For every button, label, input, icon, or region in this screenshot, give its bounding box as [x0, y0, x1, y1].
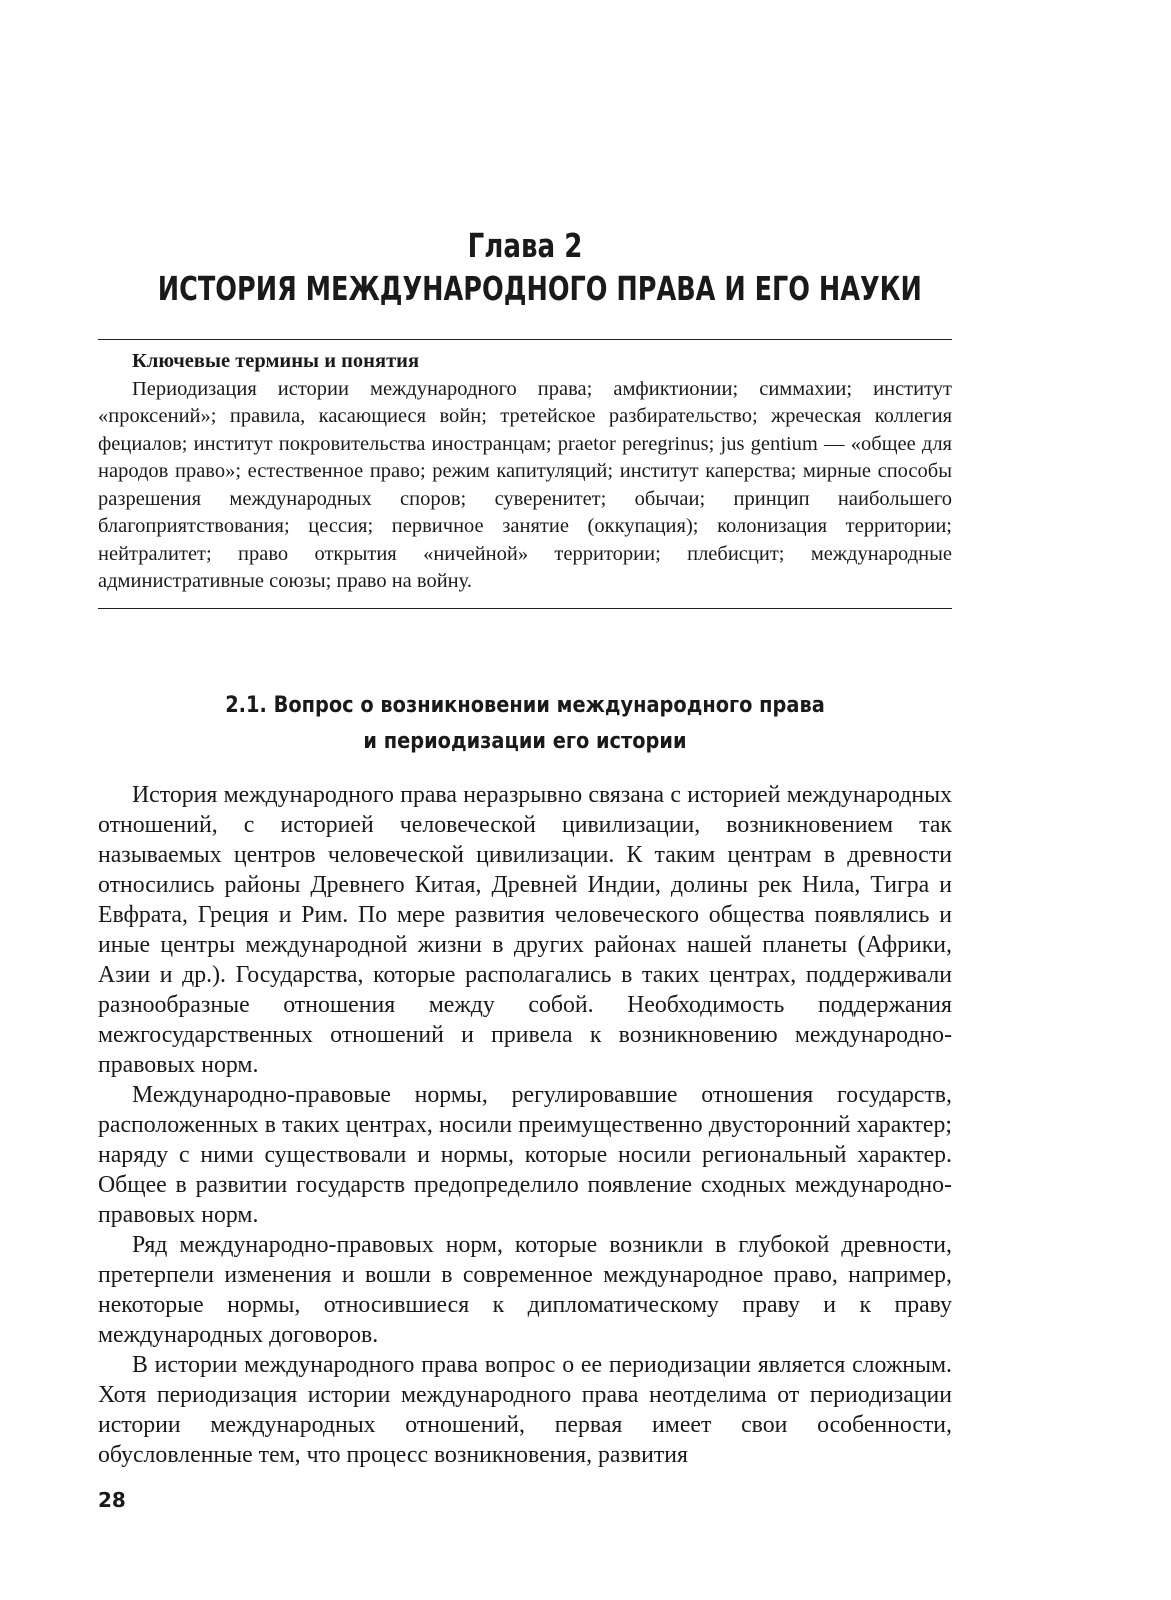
paragraph: В истории международного права вопрос о ее периодизации является сложным. Хотя периодизация истории международного права неотделима от периодизации истории международных отношений, первая имеет свои особенности, обусловленные тем, что процесс возникновения, развития	[98, 1352, 952, 1468]
paragraph: История международного права неразрывно связана с историей международных отношений, с историей человеческой цивилизации, возникновением так называемых центров человеческой цивилизации. К таким центрам в древности относились районы Древнего Китая, Древней Индии, долины рек Нила, Тигра и Евфрата, Греция и Рим. По мере развития человеческого общества появлялись и иные центры международной жизни в других районах нашей планеты (Африки, Азии и др.). Государства, которые располагались в таких центрах, поддерживали разнообразные отношения между собой. Необходимость поддержания межгосударственных отношений и привела к возникновению международно-правовых норм.	[98, 782, 952, 1078]
page-number: 28	[98, 1488, 126, 1512]
section-title-line-2: и периодизации его истории	[363, 729, 687, 754]
chapter-heading	[98, 225, 952, 311]
body-text	[98, 780, 952, 1470]
key-terms-block	[98, 348, 952, 596]
key-terms-heading: Ключевые термины и понятия	[132, 350, 420, 372]
key-terms-top-rule	[98, 339, 952, 340]
paragraph: Международно-правовые нормы, регулировавшие отношения государств, расположенных в таких центрах, носили преимущественно двусторонний характер; наряду с ними существовали и нормы, которые носили региональный характер. Общее в развитии государств предопределило появление сходных международно-правовых норм.	[98, 1082, 952, 1228]
paragraph: Ряд международно-правовых норм, которые возникли в глубокой древности, претерпели изменения и вошли в современное международное право, например, некоторые нормы, относившиеся к дипломатическому праву и к праву международных договоров.	[98, 1232, 952, 1348]
chapter-title: ИСТОРИЯ МЕЖДУНАРОДНОГО ПРАВА И ЕГО НАУКИ	[157, 269, 922, 308]
key-terms-bottom-rule	[98, 608, 952, 609]
key-terms-text: Периодизация истории международного права; амфиктионии; симмахии; институт «проксений»; правила, касающиеся войн; третейское разбирательство; жреческая коллегия фециалов; институт покровительства иностранцам; praetor peregrinus; jus gentium — «общее для народов право»; естественное право; режим капитуляций; институт каперства; мирные способы разрешения международных споров; суверенитет; обычаи; принцип наибольшего благоприятствования; цессия; первичное занятие (оккупация); колонизация территории; нейтралитет; право открытия «ничейной» территории; плебисцит; международные административные союзы; право на войну.	[98, 377, 952, 592]
chapter-number: Глава 2	[467, 226, 583, 265]
section-title-line-1: 2.1. Вопрос о возникновении международного права	[225, 693, 825, 718]
section-title	[98, 688, 952, 760]
